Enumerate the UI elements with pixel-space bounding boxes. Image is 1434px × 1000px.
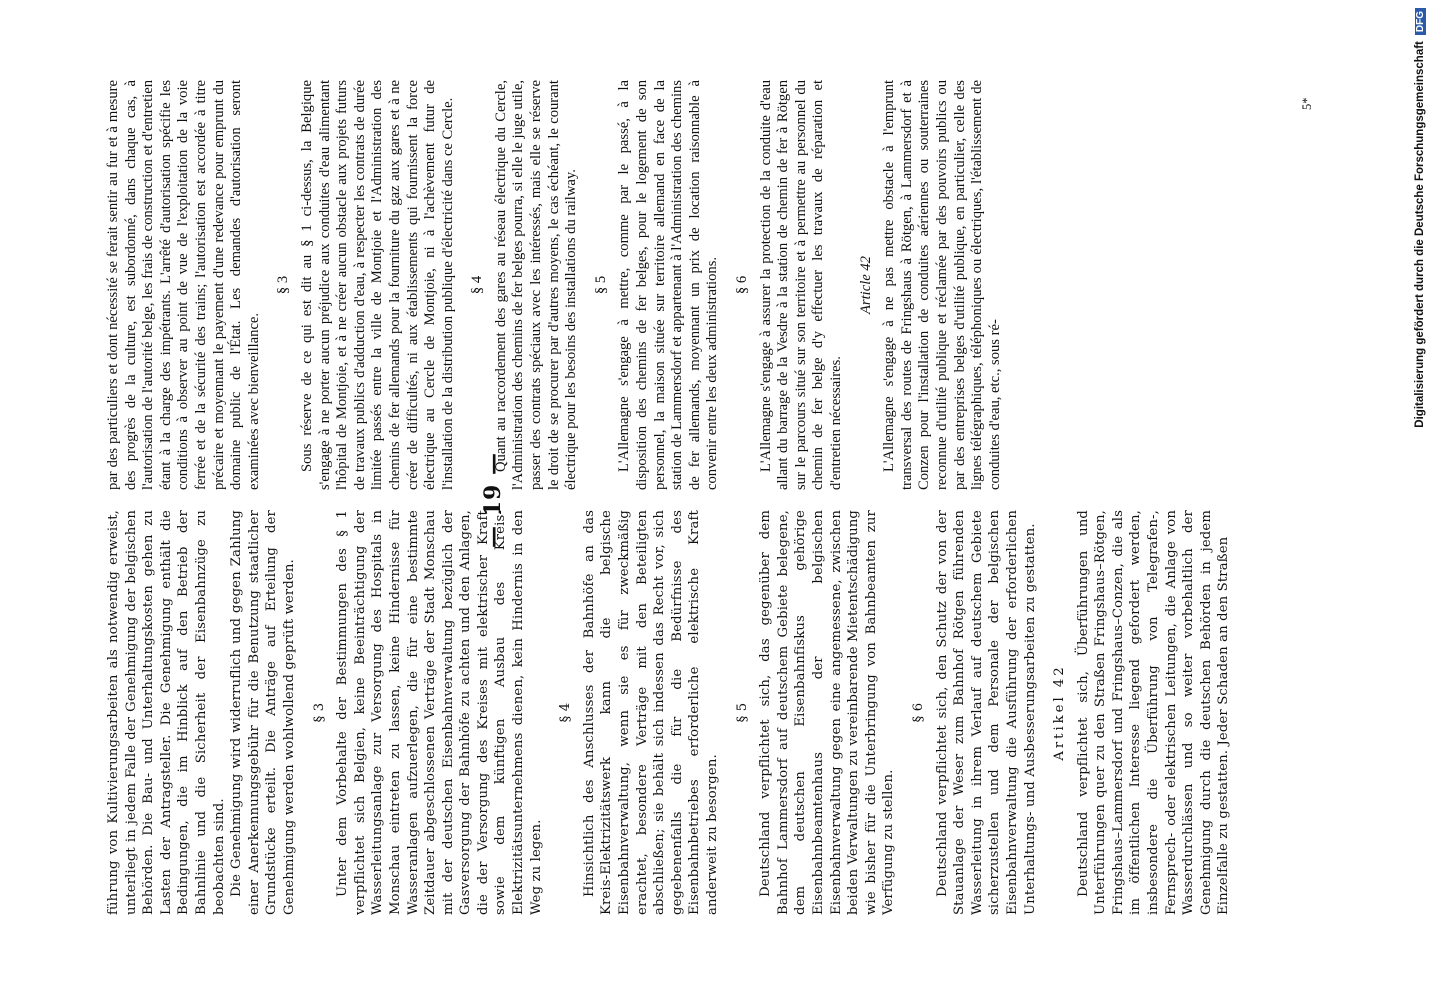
german-section-5-text: Deutschland verpflichtet sich, das gegenüber dem Bahnhof Lammersdorf auf deutschem Gebiete belegene, dem deutschen Eisenbahnfiskus gehörige Eisenbahnbeamtenhaus der belgischen Eisenbahnverwaltung gegen eine angemessene, zwischen beiden Verwaltungen zu vereinbarende Mietentschädigung wie bisher für die Unterbringung von Bahnbeamten zur Verfügung zu stellen. [758,509,897,915]
french-section-4-text: Quant au raccordement des gares au réseau électrique du Cercle, l'Administration des chemins de fer belges pourra, si elle le juge utile, passer des contrats spéciaux avec les intéressés, mais elle se réserve le droit de se procurer par d'autres moyens, le cas échéant, le courant électrique pour les besoins des installations du railway. [492,80,580,490]
german-section-4-text: Hinsichtlich des Anschlusses der Bahnhöfe an das Kreis-Elektrizitätswerk kann die belgische Eisenbahnverwaltung, wenn sie es für zweckmäßig erachtet, besondere Verträge mit den Beteiligten abschließen; sie behält sich indessen das Recht vor, sich gegebenenfalls die für die Bedürfnisse des Eisenbahnbetriebes erforderliche elektrische Kraft anderweit zu besorgen. [581,510,720,915]
german-continued-paragraph-2: Die Genehmigung wird widerruflich und gegen Zahlung einer Anerkennungsgebühr für die Benutzung staatlicher Grundstücke erteilt. Die Anträge auf Erteilung der Genehmigung werden wohlwollend geprüft werden. [229,510,297,915]
digitization-sidebar [1410,8,1430,988]
french-continued-paragraph: par des particuliers et dont nécessité se ferait sentir au fur et à mesure des progrès de la culture, est subordonné, dans chaque cas, à l'autorisation de l'autorité belge, les frais de construction et d'entretien étant à la charge des impétrants. L'arrêté d'autorisation spécifie les conditions à observer au point de vue de l'exploitation de la voie ferrée et de la sécurité des trains; l'autorisation est accordée à titre précaire et moyennant le payement d'une redevance pour emprunt du domaine public de l'État. Les demandes d'autorisation seront examinées avec bienveillance. [105,80,262,490]
german-section-3-heading: § 3 [311,702,327,723]
german-section-4-heading: § 4 [558,702,574,723]
german-section-6-text: Deutschland verpflichtet sich, den Schutz der von der Stauanlage der Weser zum Bahnhof Rötgen führenden Wasserleitung in ihrem Verlauf auf deutschem Gebiete sicherzustellen und dem Personale der belgischen Eisenbahnverwaltung die Ausführung der erforderlichen Unterhaltungs- und Ausbesserungsarbeiten zu gestatten. [934,510,1038,915]
rotated-page [95,70,1335,930]
french-section-3-text: Sous réserve de ce qui est dit au § 1 ci-dessus, la Belgique s'engage à ne porter aucun préjudice aux conduites d'eau alimentant l'hôpital de Montjoie, et à ne créer aucun obstacle aux projets futurs de travaux publics d'adduction d'eau, à respecter les contrats de durée limitée passés entre la ville de Montjoie et l'Administration des chemins de fer allemands pour la fourniture du gaz aux gares et à ne créer de difficultés, ni aux établissements qui fournissent la force électrique au Cercle de Montjoie, ni à l'achèvement futur de l'installation de la distribution publique d'électricité dans ce Cercle. [298,80,456,490]
german-section-3-text: Unter dem Vorbehalte der Bestimmungen des § 1 verpflichtet sich Belgien, keine Beeinträchtigung der Wasserleitungsanlage zur Versorgung des Hospitals in Monschau eintreten zu lassen, keine Hindernisse für Wasseranlagen aufzuerlegen, die für eine bestimmte Zeitdauer abgeschlossenen Verträge der Stadt Monschau mit der deutschen Eisenbahnverwaltung bezüglich der Gasversorgung der Bahnhöfe zu achten und den Anlagen, die der Versorgung des Kreises mit elektrischer Kraft sowie dem künftigen Ausbau des Kreis-Elektrizitätsunternehmens dienen, kein Hindernis in den Weg zu legen. [335,510,544,915]
french-section-5-heading: § 5 [592,275,609,295]
german-article-text: Deutschland verpflichtet sich, Überführungen und Unterführungen quer zu den Straßen Fringshaus–Rötgen, Fringshaus–Lammersdorf und Fringshaus–Conzen, die als im öffentlichen Interesse liegend gefordert werden, insbesondere die Überführung von Telegrafen-, Fernsprech- oder elektrischen Leitungen, die Anlage von Wasserdurchlässen und so weiter vorbehaltlich der Genehmigung durch die deutschen Behörden in jedem Einzelfalle zu gestatten. Jeder Schaden an den Straßen [1075,510,1232,915]
french-section-3-heading: § 3 [275,275,292,295]
german-section-6-heading: § 6 [910,702,926,723]
signature-mark: 5* [1300,97,1314,110]
german-column [105,510,1233,915]
german-section-5-heading: § 5 [734,702,750,723]
french-column [105,80,1004,490]
digitization-credit: Digitalisierung gefördert durch die Deutsche Forschungsgemeinschaft [1414,41,1426,428]
dfg-logo: DFG [1415,8,1426,35]
page-number: — 19 — [480,452,506,548]
german-article-heading: Artikel 42 [1052,664,1068,761]
french-section-6-text: L'Allemagne s'engage à assurer la protection de la conduite d'eau allant du barrage de la Vesdre à la station de chemin de fer à Rötgen sur le parcours situé sur son territoire et à permettre au personnel du chemin de fer belge d'y effectuer les travaux de réparation et d'entretien nécessaires. [757,80,844,490]
french-article-text: L'Allemagne s'engage à ne pas mettre obstacle à l'emprunt transversal des routes de Fringshaus à Rötgen, à Lammersdorf et à Conzen pour l'installation de conduites aériennes ou souterraines reconnue d'utilité publique et réclamée par des pouvoirs publics ou par des entreprises belges d'utilité publique, en particulier, celle des lignes télégraphiques, téléphoniques ou électriques, l'établissement de conduites d'eau, etc., sous ré- [881,80,1003,490]
french-section-5-text: L'Allemagne s'engage à mettre, comme par le passé, à la disposition des chemins de fer belges, pour le logement de son personnel, la maison située sur territoire allemand en face de la station de Lammersdorf et appartenant à l'Administration des chemins de fer allemands, moyennant un prix de location raisonnable à convenir entre les deux administrations. [616,80,721,490]
french-article-heading: Article 42 [857,256,874,314]
german-continued-paragraph: führung von Kultivierungsarbeiten als notwendig erweist, unterliegt in jedem Falle der Genehmigung der belgischen Behörden. Die Bau- und Unterhaltungskosten gehen zu Lasten der Antragsteller. Die Genehmigung enthält die Bedingungen, die im Hinblick auf den Betrieb der Bahnlinie und die Sicherheit der Eisenbahnzüge zu beobachten sind. [106,510,227,915]
french-section-4-heading: § 4 [469,275,486,295]
french-section-6-heading: § 6 [734,275,750,295]
